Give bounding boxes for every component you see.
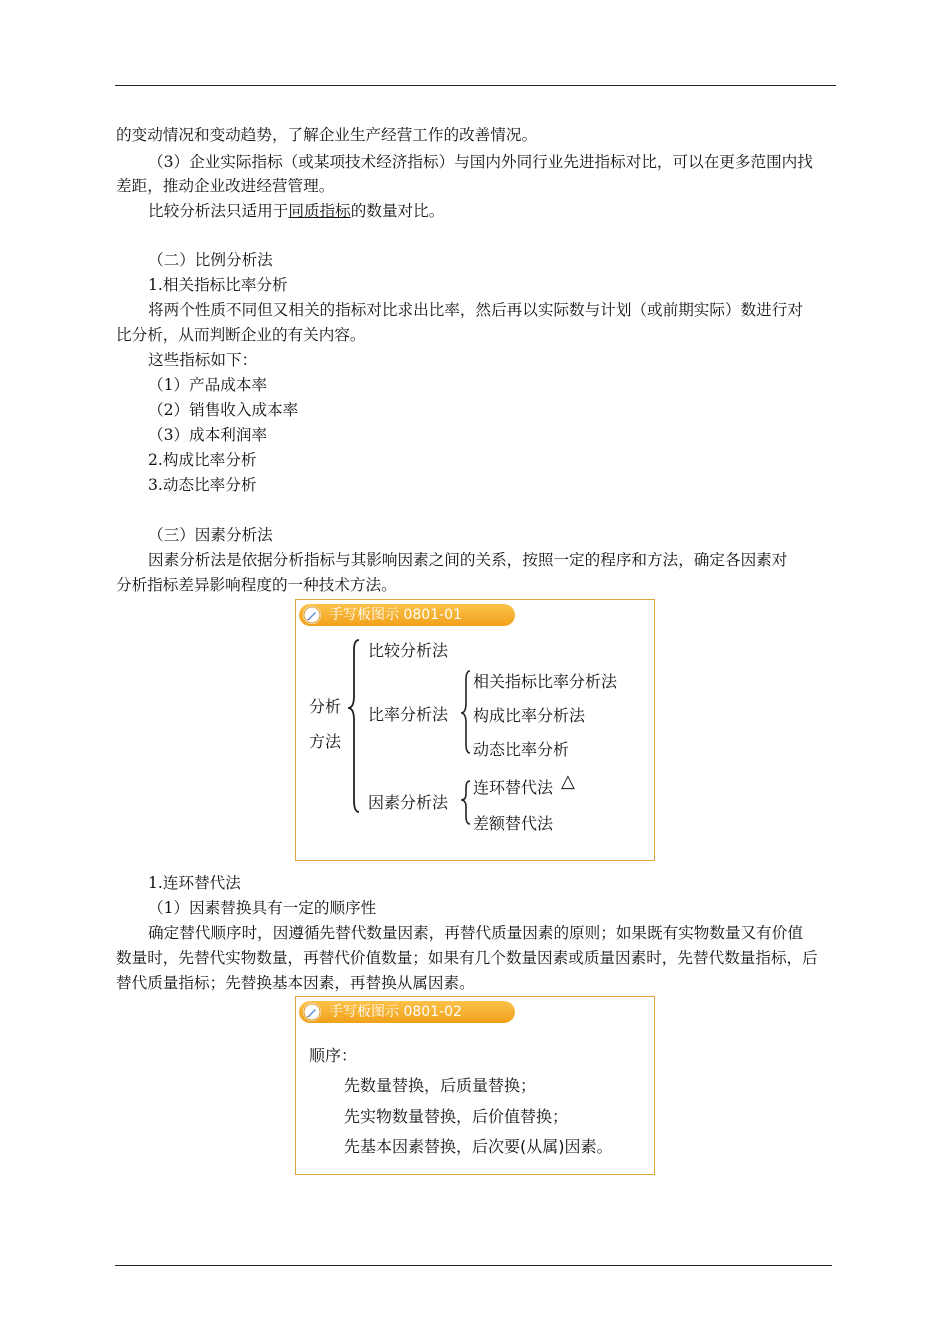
handwriting-figure-2 <box>295 996 655 1175</box>
ratio-child-2: 构成比率分析法 <box>473 706 586 725</box>
order-line-2: 先实物数量替换，后价值替换； <box>344 1107 569 1126</box>
list-item: （1）产品成本率 <box>148 376 268 394</box>
paragraph-line <box>148 201 444 221</box>
subsection-heading: 1.相关指标比率分析 <box>148 276 288 294</box>
figure-title-badge <box>299 1001 515 1023</box>
paragraph-line: 确定替代顺序时，因遵循先替代数量因素，再替代质量因素的原则；如果既有实物数量又有价值 <box>148 924 803 942</box>
method-factor: 因素分析法 <box>368 793 449 812</box>
order-line-3: 先基本因素替换，后次要(从属)因素。 <box>344 1137 613 1156</box>
subsection-heading: 1.连环替代法 <box>148 874 241 892</box>
paragraph-line: （3）企业实际指标（或某项技术经济指标）与国内外同行业先进指标对比，可以在更多范围内找 <box>148 153 813 171</box>
figure-title: 手写板图示 0801-01 <box>329 607 462 623</box>
paragraph-line: 这些指标如下： <box>148 351 258 369</box>
order-line-1: 先数量替换，后质量替换； <box>344 1076 537 1095</box>
paragraph-line: 将两个性质不同但又相关的指标对比求出比率，然后再以实际数与计划（或前期实际）数进行对 <box>148 301 803 319</box>
method-ratio: 比率分析法 <box>368 705 449 724</box>
order-heading: 顺序： <box>309 1046 358 1065</box>
list-item: （2）销售收入成本率 <box>148 401 299 419</box>
paragraph-line: 分析指标差异影响程度的一种技术方法。 <box>116 576 397 594</box>
triangle-mark-icon: △ <box>561 771 575 792</box>
ratio-child-1: 相关指标比率分析法 <box>473 672 618 691</box>
subsection-heading: 2.构成比率分析 <box>148 451 257 469</box>
section-heading: （三）因素分析法 <box>148 526 273 544</box>
method-compare: 比较分析法 <box>368 641 449 660</box>
handwriting-figure-1 <box>295 599 655 861</box>
root-label-top: 分析 <box>309 697 342 716</box>
paragraph-line: 因素分析法是依据分析指标与其影响因素之间的关系，按照一定的程序和方法，确定各因素对 <box>148 551 788 569</box>
paragraph-line: 数量时，先替代实物数量，再替代价值数量；如果有几个数量因素或质量因素时，先替代数量指标，后 <box>116 949 818 967</box>
header-rule <box>115 85 836 86</box>
figure-title: 手写板图示 0801-02 <box>329 1004 462 1020</box>
underlined-term: 同质指标 <box>288 202 351 220</box>
pen-icon <box>303 1003 321 1021</box>
text-segment: 比较分析法只适用于 <box>148 202 289 220</box>
subsection-heading: （1）因素替换具有一定的顺序性 <box>148 899 377 917</box>
paragraph-line: 比分析，从而判断企业的有关内容。 <box>116 326 366 344</box>
factor-child-1: 连环替代法 <box>473 778 554 797</box>
subsection-heading: 3.动态比率分析 <box>148 476 257 494</box>
paragraph-line: 的变动情况和变动趋势，了解企业生产经营工作的改善情况。 <box>116 126 538 144</box>
footer-rule <box>115 1265 832 1266</box>
root-label-bottom: 方法 <box>309 732 342 751</box>
paragraph-line: 差距，推动企业改进经营管理。 <box>116 177 335 195</box>
paragraph-line: 替代质量指标；先替换基本因素，再替换从属因素。 <box>116 974 475 992</box>
text-segment: 的数量对比。 <box>350 202 445 220</box>
ratio-child-3: 动态比率分析 <box>473 740 570 759</box>
factor-child-2: 差额替代法 <box>473 814 554 833</box>
section-heading: （二）比例分析法 <box>148 251 273 269</box>
list-item: （3）成本利润率 <box>148 426 268 444</box>
